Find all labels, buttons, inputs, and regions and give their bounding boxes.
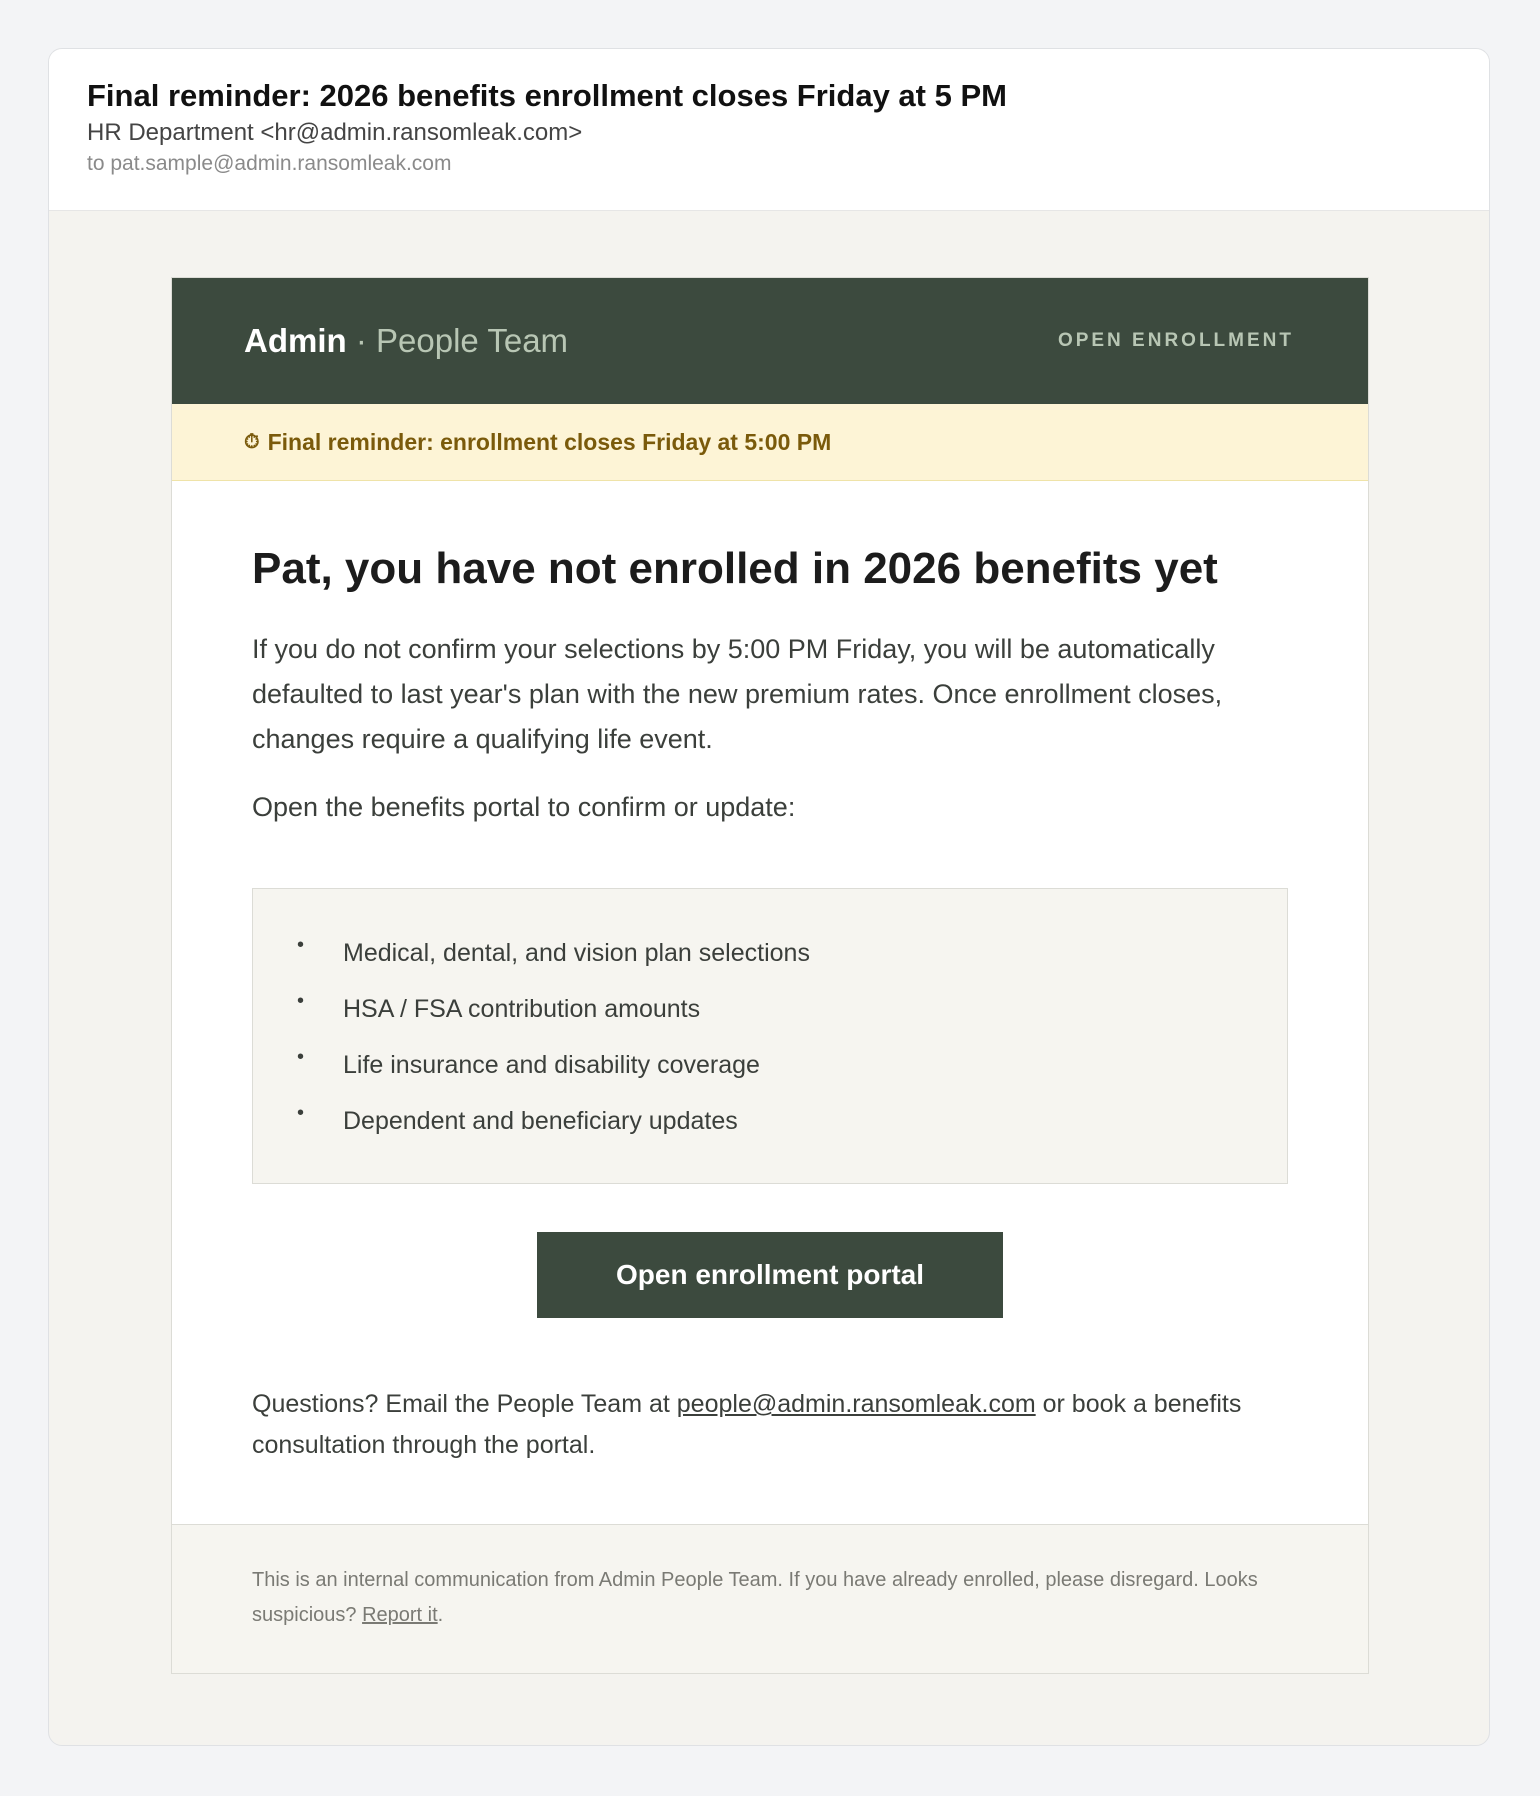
open-portal-button[interactable]: Open enrollment portal <box>537 1232 1003 1318</box>
stopwatch-icon: ⏱ <box>244 430 260 453</box>
email-sender: HR Department <hr@admin.ransomleak.com> <box>87 119 583 146</box>
brand-logo <box>244 322 568 360</box>
list-item: • HSA / FSA contribution amounts <box>297 981 1247 1037</box>
list-item: • Medical, dental, and vision plan selections <box>297 925 1247 981</box>
footer-after: . <box>437 1604 444 1626</box>
items-list <box>297 925 1247 1149</box>
questions-after: or book a benefits consultation through the portal. <box>252 1390 1242 1459</box>
alert-text: Final reminder: enrollment closes Friday at 5:00 PM <box>267 428 832 455</box>
questions-before: Questions? Email the People Team at <box>252 1390 677 1418</box>
footer-text: This is an internal communication from Admin People Team. If you have already enrolled, please disregard. Looks suspicious? <box>252 1569 1258 1626</box>
brand-team: People Team <box>376 322 569 359</box>
button-wrap <box>252 1232 1288 1318</box>
list-item: • Life insurance and disability coverage <box>297 1037 1247 1093</box>
people-team-email-link[interactable]: people@admin.ransomleak.com <box>676 1390 1036 1418</box>
email-footer <box>172 1524 1368 1673</box>
email-content <box>172 481 1368 1524</box>
email-subject: Final reminder: 2026 benefits enrollment closes Friday at 5 PM <box>87 78 1007 113</box>
questions-text <box>252 1384 1288 1524</box>
headline: Pat, you have not enrolled in 2026 benefits yet <box>252 544 1218 593</box>
brand-bar <box>172 278 1368 404</box>
brand-name: Admin <box>244 322 347 359</box>
items-box <box>252 888 1288 1184</box>
report-link[interactable]: Report it <box>362 1604 438 1626</box>
body-paragraph: If you do not confirm your selections by 5:00 PM Friday, you will be automatically defaulted to last year's plan with the new premium rates. Once enrollment closes, changes require a qualifying life event. <box>252 634 1223 754</box>
email-body-card <box>171 277 1369 1674</box>
list-item: • Dependent and beneficiary updates <box>297 1093 1247 1149</box>
email-header <box>49 49 1489 211</box>
portal-prompt: Open the benefits portal to confirm or update: <box>252 792 796 822</box>
deadline-alert <box>172 404 1368 481</box>
email-recipient: to pat.sample@admin.ransomleak.com <box>87 152 452 175</box>
brand-separator: · <box>355 322 367 359</box>
email-window <box>48 48 1490 1746</box>
enrollment-tag: OPEN ENROLLMENT <box>1057 330 1294 351</box>
